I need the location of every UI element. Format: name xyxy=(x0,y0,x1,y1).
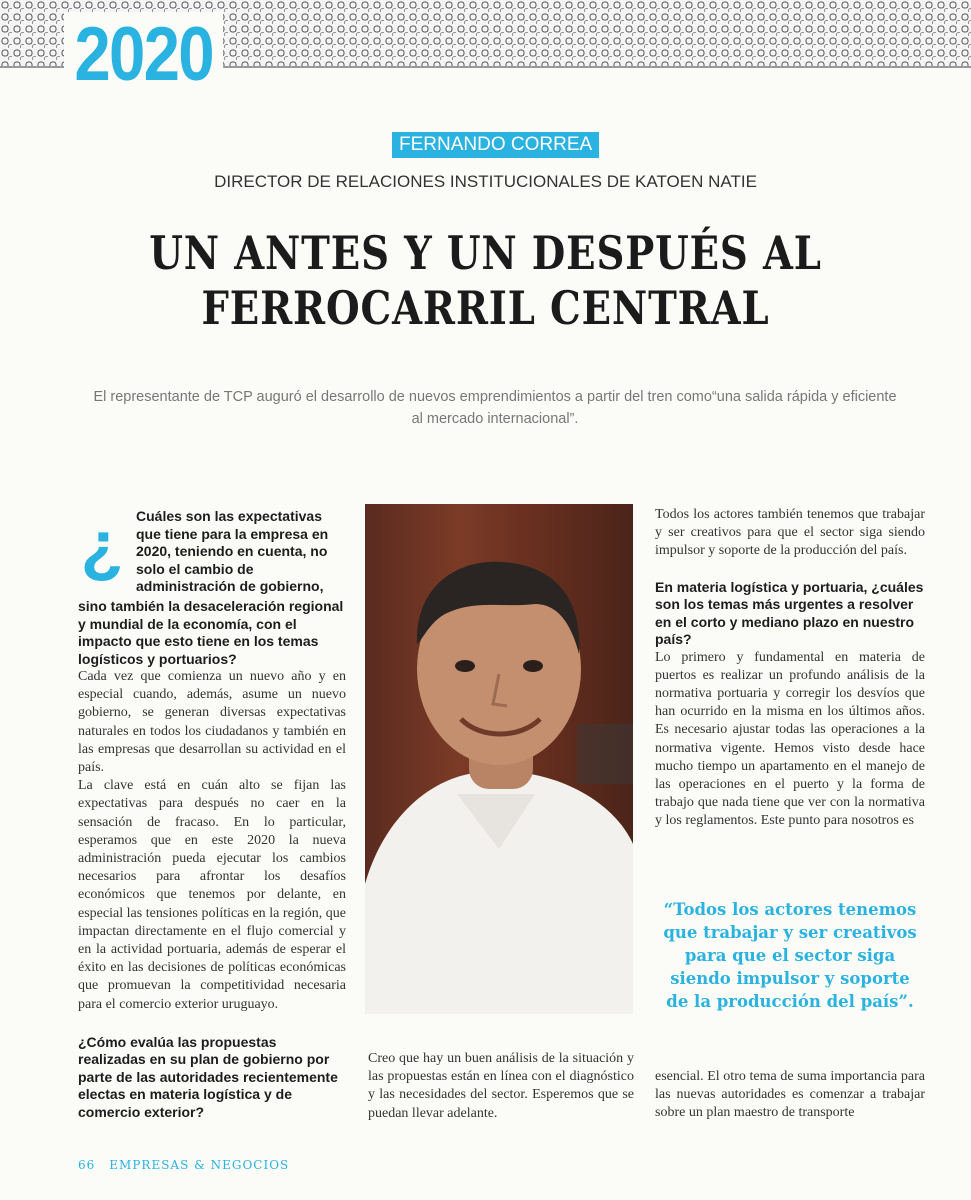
answer-3: Lo primero y fundamental en materia de puertos es realizar un profundo análisis de la normativa portuaria y corregir los desvíos que han ocurrido en la misma en los últimos años. Es necesario ajustar todas las operaciones a la normativa vigente. Hemos visto desde hace mucho tiempo un apartamento en el manejo de las operaciones en el puerto y la forma de trabajo que nada tiene que ver con la normativa y los reglamentos. Este punto para nosotros es xyxy=(655,649,925,829)
column-3-paragraph-1: Todos los actores también tenemos que trabajar y ser creativos para que el sector siga siendo impulsor y soporte de la producción del país. xyxy=(655,507,925,559)
pull-quote: “Todos los actores tenemos que trabajar y ser creativos para que el sector siga siendo impulsor y soporte de la producción del país”. xyxy=(663,900,917,1011)
title-line-1: UN ANTES Y UN DESPUÉS AL xyxy=(149,226,822,280)
column-3 xyxy=(655,506,925,831)
column-1 xyxy=(78,598,346,1121)
page-number: 66 xyxy=(78,1158,96,1172)
column-3-continued xyxy=(655,1068,925,1123)
article-title xyxy=(78,226,894,336)
author-role: DIRECTOR DE RELACIONES INSTITUCIONALES DE KATOEN NATIE xyxy=(214,172,757,191)
page-footer xyxy=(78,1158,303,1172)
answer-3-continued: esencial. El otro tema de suma importancia para las nuevas autoridades es comenzar a trabajar sobre un plan maestro de transporte xyxy=(655,1069,925,1121)
portrait-illustration xyxy=(365,504,633,1014)
drop-question-mark: ¿ xyxy=(80,506,124,584)
portrait-photo xyxy=(365,504,633,1014)
question-1-rest: sino también la desaceleración regional y mundial de la economía, con el impacto que esto tiene en los temas logísticos y portuarios? xyxy=(78,598,344,667)
publication-name: EMPRESAS & NEGOCIOS xyxy=(109,1158,290,1172)
question-2: ¿Cómo evalúa las propuestas realizadas en su plan de gobierno por parte de las autoridades recientemente electas en materia logística y de comercio exterior? xyxy=(78,1033,338,1120)
column-2-text xyxy=(368,1050,634,1123)
answer-1-paragraph-1: Cada vez que comienza un nuevo año y en especial cuando, además, asume un nuevo gobierno, se generan diversas expectativas naturales en todos los ciudadanos y también en las empresas que desarrollan su actividad en el país. xyxy=(78,669,346,776)
answer-1-paragraph-2: La clave está en cuán alto se fijan las expectativas para después no caer en la sensación de fracaso. En lo particular, esperamos que en este 2020 la nueva administración pueda ejecutar los cambios necesarios para afrontar los desafíos económicos que tenemos por delante, en especial las tensiones políticas en la región, que impactan directamente en el flujo comercial y en la actividad portuaria, además de esperar el éxito en las decisiones de políticas económicas que promuevan la competitividad necesaria para el comercio exterior uruguayo. xyxy=(78,778,346,1012)
article-lead: El representante de TCP auguró el desarrollo de nuevos emprendimientos a partir del tren como“una salida rápida y eficiente al mercado internacional”. xyxy=(93,389,897,427)
question-1-start: Cuáles son las expectativas que tiene para la empresa en 2020, teniendo en cuenta, no solo el cambio de administración de gobierno, xyxy=(136,508,329,594)
answer-2: Creo que hay un buen análisis de la situación y las propuestas están en línea con el diagnóstico y las necesidades del sector. Esperemos que se puedan llevar adelante. xyxy=(368,1051,634,1121)
question-3: En materia logística y portuaria, ¿cuáles son los temas más urgentes a resolver en el corto y mediano plazo en nuestro país? xyxy=(655,578,924,648)
author-name-badge: FERNANDO CORREA xyxy=(392,132,599,158)
section-year: 2020 xyxy=(64,12,223,98)
title-line-2: FERROCARRIL CENTRAL xyxy=(201,281,770,335)
